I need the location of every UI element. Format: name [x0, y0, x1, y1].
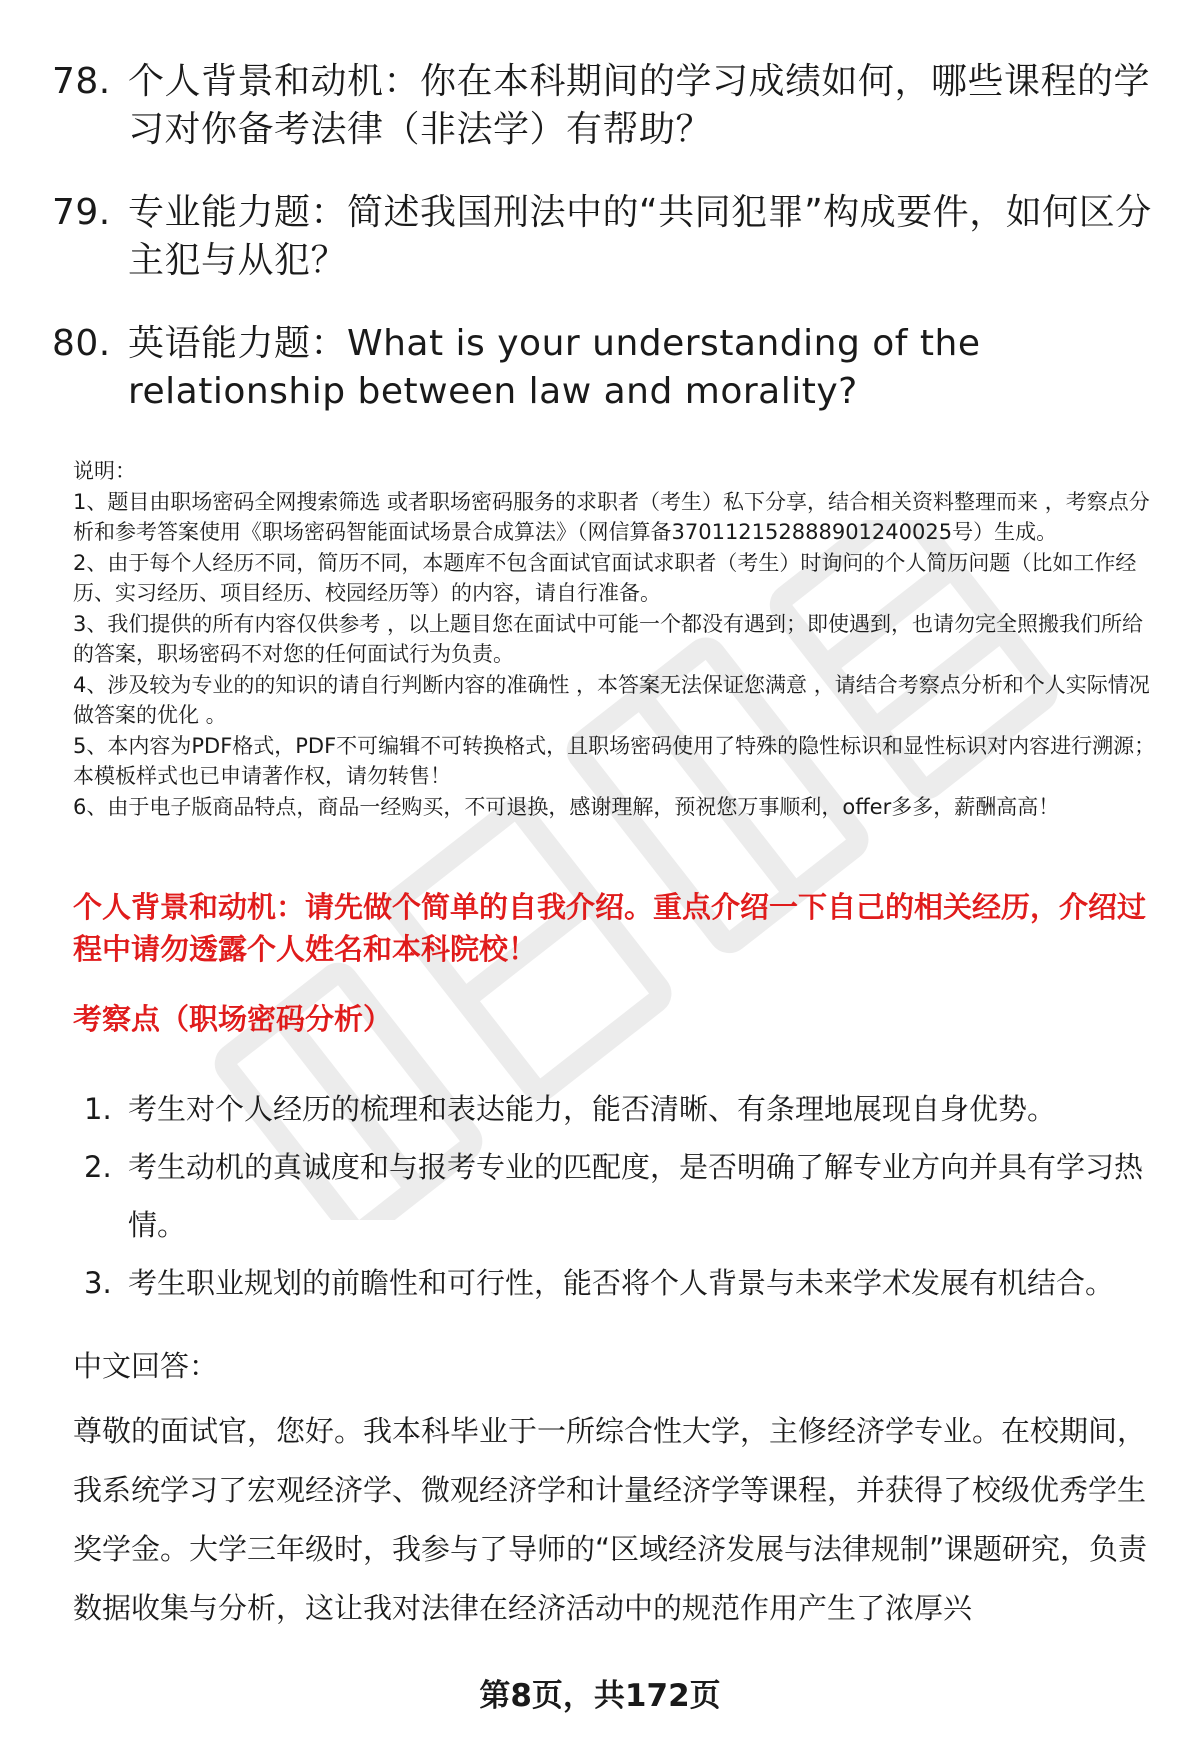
notes-title: 说明：: [73, 459, 136, 483]
analysis-point: [84, 1080, 1154, 1138]
question-text: 英语能力题：What is your understanding of the relationship between law and morality?: [128, 323, 981, 412]
question-text: 个人背景和动机：你在本科期间的学习成绩如何，哪些课程的学习对你备考法律（非法学）有帮助？: [128, 61, 1151, 150]
current-question-heading: 个人背景和动机：请先做个简单的自我介绍。重点介绍一下自己的相关经历，介绍过程中请勿透露个人姓名和本科院校！: [73, 890, 1147, 966]
notes-section: [73, 456, 1158, 822]
question-number: 78.: [52, 61, 111, 102]
point-number: 2.: [84, 1150, 112, 1184]
answer-label: 中文回答：: [73, 1349, 219, 1383]
note-item: 1、题目由职场密码全网搜索筛选 或者职场密码服务的求职者（考生）私下分享，结合相关资料整理而来 ，考察点分析和参考答案使用《职场密码智能面试场景合成算法》（网信算备370112152888901240025号）生成。: [73, 489, 1150, 544]
point-text: 考生职业规划的前瞻性和可行性，能否将个人背景与未来学术发展有机结合。: [128, 1266, 1115, 1300]
point-text: 考生对个人经历的梳理和表达能力，能否清晰、有条理地展现自身优势。: [128, 1092, 1057, 1126]
question-item: [52, 189, 1162, 285]
question-item: [52, 320, 1162, 416]
analysis-point: [84, 1254, 1154, 1312]
question-item: [52, 58, 1162, 154]
answer-body: 尊敬的面试官，您好。我本科毕业于一所综合性大学，主修经济学专业。在校期间，我系统学习了宏观经济学、微观经济学和计量经济学等课程，并获得了校级优秀学生奖学金。大学三年级时，我参与了导师的“区域经济发展与法律规制”课题研究，负责数据收集与分析，这让我对法律在经济活动中的规范作用产生了浓厚兴: [73, 1414, 1148, 1625]
question-text: 专业能力题：简述我国刑法中的“共同犯罪”构成要件，如何区分主犯与从犯？: [128, 192, 1152, 281]
analysis-heading: 考察点（职场密码分析）: [73, 1002, 393, 1036]
note-item: 4、涉及较为专业的的知识的请自行判断内容的准确性 ，本答案无法保证您满意 ，请结合考察点分析和个人实际情况做答案的优化 。: [73, 672, 1150, 727]
question-number: 79.: [52, 192, 111, 233]
analysis-point: [84, 1138, 1154, 1254]
note-item: 2、由于每个人经历不同，简历不同，本题库不包含面试官面试求职者（考生）时询问的个人简历问题（比如工作经历、实习经历、项目经历、校园经历等）的内容，请自行准备。: [73, 550, 1137, 605]
point-number: 1.: [84, 1092, 112, 1126]
analysis-points: [84, 1080, 1154, 1312]
page-footer: 第8页，共172页: [479, 1678, 721, 1714]
note-item: 3、我们提供的所有内容仅供参考 ，以上题目您在面试中可能一个都没有遇到；即使遇到，也请勿完全照搬我们所给的答案，职场密码不对您的任何面试行为负责。: [73, 611, 1144, 666]
point-number: 3.: [84, 1266, 112, 1300]
point-text: 考生动机的真诚度和与报考专业的匹配度，是否明确了解专业方向并具有学习热情。: [128, 1150, 1144, 1242]
question-list: [52, 58, 1162, 451]
note-item: 5、本内容为PDF格式，PDF不可编辑不可转换格式，且职场密码使用了特殊的隐性标识和显性标识对内容进行溯源；本模板样式也已申请著作权，请勿转售！: [73, 733, 1156, 788]
note-item: 6、由于电子版商品特点，商品一经购买，不可退换，感谢理解，预祝您万事顺利，offer多多，薪酬高高！: [73, 794, 1060, 819]
question-number: 80.: [52, 323, 111, 364]
